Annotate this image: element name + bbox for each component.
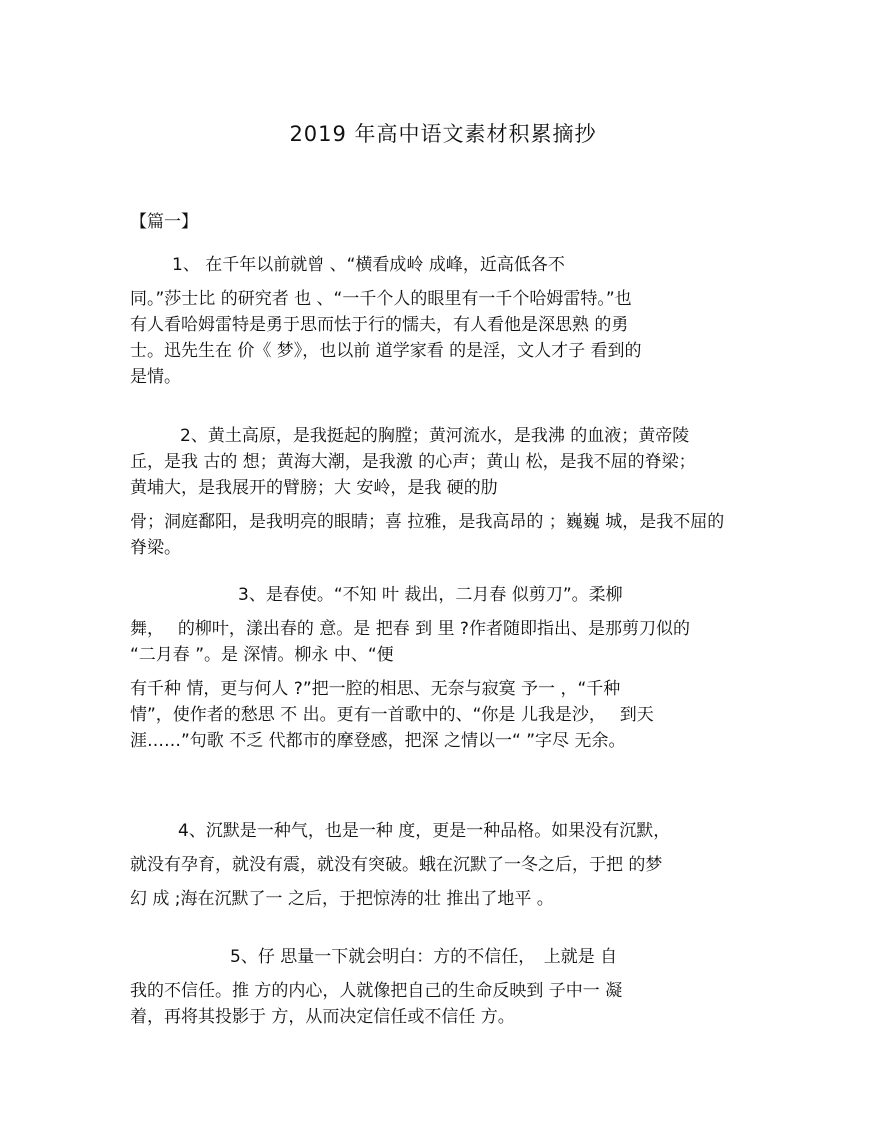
paragraph-line: 同。”莎士比 的研究者 也 、“一千个人的眼里有一千个哈姆雷特。”也 [130, 289, 632, 309]
paragraph-line: 1、 在千年以前就曾 、“横看成岭 成峰，近高低各不 [172, 255, 565, 275]
paragraph-1 [130, 252, 770, 390]
paragraph-line: 我的不信任。推 方的内心，人就像把自己的生命反映到 子中一 凝 [130, 981, 623, 1001]
paragraph-4 [130, 818, 770, 912]
paragraph-line: 2、黄土高原，是我挺起的胸膛；黄河流水，是我沸 的血液；黄帝陵 [180, 426, 690, 446]
paragraph-line: 幻 成 ;海在沉默了一 之后，于把惊涛的壮 推出了地平 。 [130, 889, 554, 909]
paragraph-3 [130, 582, 770, 754]
paragraph-line: 脊梁。 [130, 538, 181, 558]
paragraph-line: “二月春 ”。是 深情。柳永 中、“便 [130, 645, 394, 665]
paragraph-line: 4、沉默是一种气，也是一种 度，更是一种品格。如果没有沉默， [178, 821, 671, 841]
document-title: 2019 年高中语文素材积累摘抄 [289, 122, 597, 146]
paragraph-line: 骨；洞庭鄱阳，是我明亮的眼睛；喜 拉雅，是我高昂的 ；巍巍 城，是我不屈的 [130, 512, 725, 532]
paragraph-line: 士。迅先生在 价《 梦》，也以前 道学家看 的是淫，文人才子 看到的 [130, 341, 642, 361]
paragraph-line: 丘，是我 古的 想；黄海大潮，是我激 的心声；黄山 松，是我不屈的脊梁； [130, 452, 696, 472]
paragraph-line: 着，再将其投影于 方，从而决定信任或不信任 方。 [130, 1007, 515, 1027]
paragraph-line: 情”，使作者的愁思 不 出。更有一首歌中的、“你是 儿我是沙， 到天 [130, 705, 654, 725]
paragraph-line: 涯……”句歌 不乏 代都市的摩登感，把深 之情以一“ ”字尽 无余。 [130, 731, 626, 751]
paragraph-line: 3、是春使。“不知 叶 裁出，二月春 似剪刀”。柔柳 [238, 585, 623, 605]
paragraph-line: 舞， 的柳叶，漾出春的 意。是 把春 到 里 ?作者随即指出、是那剪刀似的 [130, 619, 690, 639]
paragraph-line: 5、仔 思量一下就会明白：方的不信任， 上就是 自 [230, 947, 618, 967]
paragraph-2 [130, 423, 770, 561]
paragraph-line: 黄埔大，是我展开的臂膀；大 安岭，是我 硬的肋 [130, 478, 498, 498]
paragraph-line: 是情。 [130, 367, 181, 387]
paragraph-line: 有千种 情，更与何人 ?”把一腔的相思、无奈与寂寞 予一 ，“千种 [130, 679, 621, 699]
paragraph-line: 就没有孕育，就没有震，就没有突破。蛾在沉默了一冬之后，于把 的梦 [130, 855, 663, 875]
paragraph-5 [130, 944, 770, 1030]
section-heading: 【篇一】 [130, 212, 198, 232]
paragraph-line: 有人看哈姆雷特是勇于思而怯于行的懦夫，有人看他是深思熟 的勇 [130, 315, 629, 335]
